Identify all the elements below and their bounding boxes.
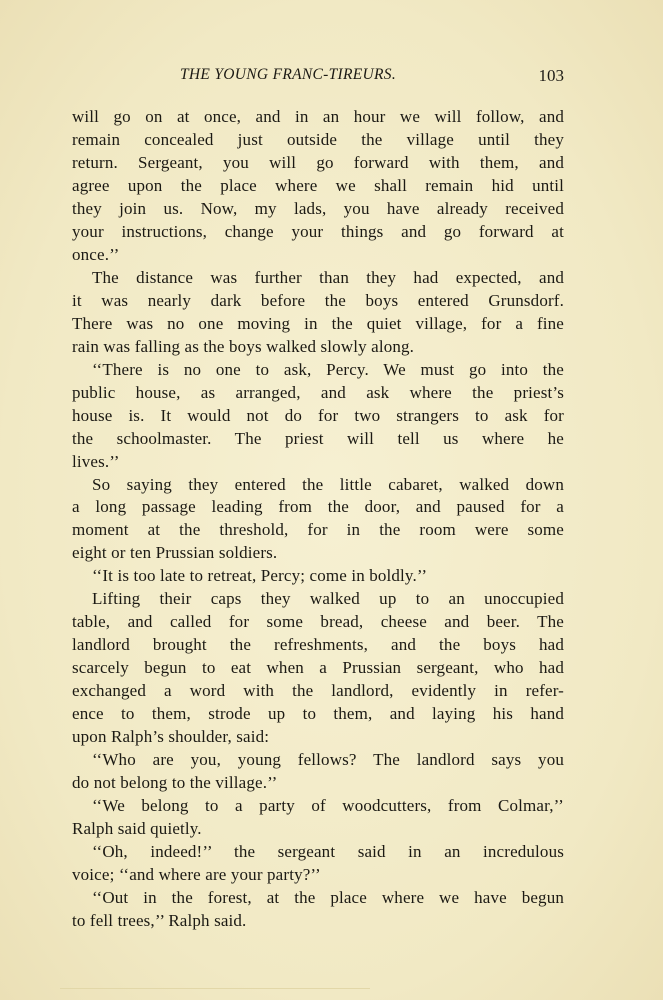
text-line: the schoolmaster. The priest will tell us where he [72, 428, 564, 448]
text-line: remain concealed just outside the village until they [72, 129, 564, 149]
page-number: 103 [538, 66, 564, 85]
text-line: ence to them, strode up to them, and laying his hand [72, 704, 564, 724]
text-line: ‘‘We belong to a party of woodcutters, from Colmar,’’ [92, 796, 564, 816]
text-line: it was nearly dark before the boys entered Grunsdorf. [72, 290, 564, 310]
text-line: ‘‘Who are you, young fellows? The landlord says you [92, 750, 564, 770]
text-line: exchanged a word with the landlord, evidently in refer- [72, 681, 564, 701]
text-line: So saying they entered the little cabaret, walked down [92, 474, 564, 494]
text-line: There was no one moving in the quiet village, for a fine [72, 313, 564, 333]
text-line: return. Sergeant, you will go forward with them, and [72, 152, 564, 172]
text-line: will go on at once, and in an hour we will follow, and [72, 107, 564, 126]
text-line: landlord brought the refreshments, and the boys had [72, 635, 564, 655]
page-edge-shadow [60, 988, 370, 989]
text-line: to fell trees,’’ Ralph said. [72, 910, 247, 930]
running-title: THE YOUNG FRANC-TIREURS. [180, 66, 397, 83]
text-line: public house, as arranged, and ask where the priest’s [72, 382, 564, 402]
text-line: scarcely begun to eat when a Prussian sergeant, who had [72, 658, 564, 678]
text-line: table, and called for some bread, cheese and beer. The [72, 612, 564, 632]
text-line: Lifting their caps they walked up to an unoccupied [92, 589, 564, 609]
text-line: rain was falling as the boys walked slowly along. [72, 336, 415, 356]
text-line: Ralph said quietly. [72, 819, 202, 839]
text-line: ‘‘It is too late to retreat, Percy; come in boldly.’’ [92, 566, 428, 586]
text-line: upon Ralph’s shoulder, said: [72, 727, 270, 747]
text-line: lives.’’ [72, 451, 120, 471]
text-line: once.’’ [72, 244, 120, 264]
text-line: agree upon the place where we shall remain hid until [72, 175, 564, 195]
text-line: eight or ten Prussian soldiers. [72, 543, 278, 563]
text-line: ‘‘Out in the forest, at the place where we have begun [92, 887, 564, 907]
text-line: house is. It would not do for two strangers to ask for [72, 405, 564, 425]
text-line: The distance was further than they had expected, and [92, 267, 564, 287]
body-text [72, 106, 564, 933]
text-line: do not belong to the village.’’ [72, 773, 278, 793]
text-line: moment at the threshold, for in the room were some [72, 520, 564, 540]
text-line: your instructions, change your things and go forward at [72, 221, 564, 241]
text-line: ‘‘Oh, indeed!’’ the sergeant said in an incredulous [92, 842, 564, 861]
text-line: they join us. Now, my lads, you have already received [72, 198, 564, 218]
text-line: ‘‘There is no one to ask, Percy. We must go into the [92, 359, 564, 379]
running-header [72, 66, 564, 90]
text-line: a long passage leading from the door, and paused for a [72, 497, 564, 517]
text-line: voice; ‘‘and where are your party?’’ [72, 864, 321, 884]
